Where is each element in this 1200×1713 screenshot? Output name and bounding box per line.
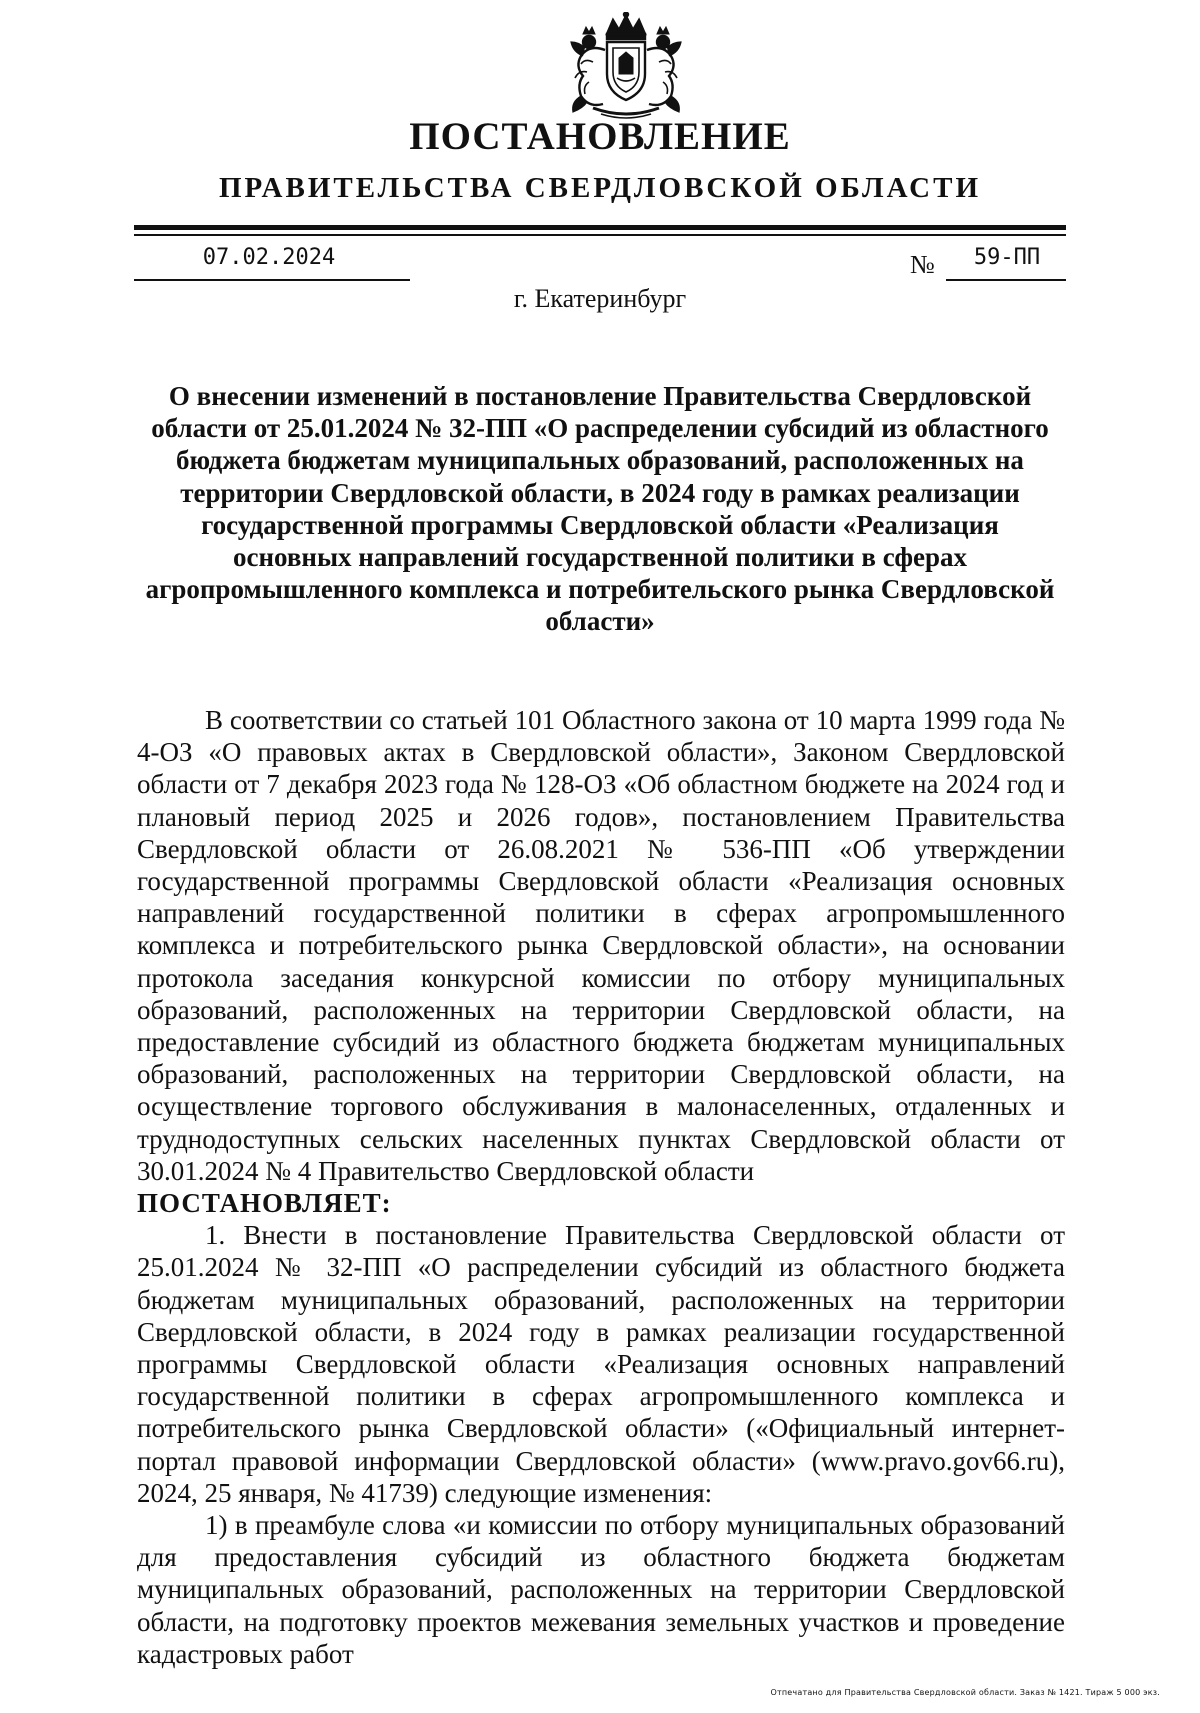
coat-of-arms-icon — [563, 12, 689, 122]
print-imprint-note: Отпечатано для Правительства Свердловской области. Заказ № 1421. Тираж 5 000 экз. — [770, 1688, 1160, 1697]
issuing-authority-title: ПРАВИТЕЛЬСТВА СВЕРДЛОВСКОЙ ОБЛАСТИ — [218, 172, 982, 204]
header-divider-thick — [134, 225, 1066, 230]
number-sign: № — [910, 250, 935, 279]
item-1-subitem-1-paragraph: 1) в преамбуле слова «и комиссии по отбору муниципальных образований для предоставления субсидий из областного бюджета бюджетам муниципальных образований, расположенных на территории Свердловской области, на подготовку проектов межевания земельных участков и проведение кадастровых работ — [137, 1510, 1065, 1669]
city-of-issue: г. Екатеринбург — [513, 284, 687, 313]
document-subject-heading: О внесении изменений в постановление Правительства Свердловской области от 25.01.2024 № 32-ПП «О распределении субсидий из областного бюджета бюджетам муниципальных образований, расположенных на территории Свердловской области, в 2024 году в рамках реализации государственной программы Свердловской области «Реализация основных направлений государственной политики в сферах агропромышленного комплекса и потребительского рынка Свердловской области» — [145, 381, 1055, 637]
item-1-paragraph: 1. Внести в постановление Правительства Свердловской области от 25.01.2024 № 32-ПП «О распределении субсидий из областного бюджета бюджетам муниципальных образований, расположенных на территории Свердловской области, в 2024 году в рамках реализации государственной программы Свердловской области «Реализация основных направлений государственной политики в сферах агропромышленного комплекса и потребительского рынка Свердловской области» («Официальный интернет-портал правовой информации Свердловской области» (www.pravo.gov66.ru), 2024, 25 января, № 41739) следующие изменения: — [137, 1220, 1065, 1508]
document-type-title: ПОСТАНОВЛЕНИЕ — [409, 115, 791, 158]
number-underline — [946, 279, 1066, 281]
date-underline — [134, 279, 410, 281]
coat-of-arms-emblem — [563, 12, 689, 122]
document-body — [137, 704, 1065, 1670]
preamble-paragraph: В соответствии со статьей 101 Областного закона от 10 марта 1999 года № 4-ОЗ «О правовых актах в Свердловской области», Законом Свердловской области от 7 декабря 2023 года № 128-ОЗ «Об областном бюджете на 2024 год и плановый период 2025 и 2026 годов», постановлением Правительства Свердловской области от 26.08.2021 № 536-ПП «Об утверждении государственной программы Свердловской области «Реализация основных направлений государственной политики в сферах агропромышленного комплекса и потребительского рынка Свердловской области», на основании протокола заседания конкурсной комиссии по отбору муниципальных образований, расположенных на территории Свердловской области, на предоставление субсидий из областного бюджета бюджетам муниципальных образований, расположенных на территории Свердловской области, на осуществление торгового обслуживания в малонаселенных, отдаленных и труднодоступных сельских населенных пунктах Свердловской области от 30.01.2024 № 4 Правительство Свердловской области — [137, 705, 1065, 1186]
header-divider-thin — [134, 234, 1066, 236]
decree-word: ПОСТАНОВЛЯЕТ: — [137, 1188, 392, 1219]
document-number: 59-ПП — [973, 245, 1041, 270]
document-date: 07.02.2024 — [202, 245, 336, 270]
